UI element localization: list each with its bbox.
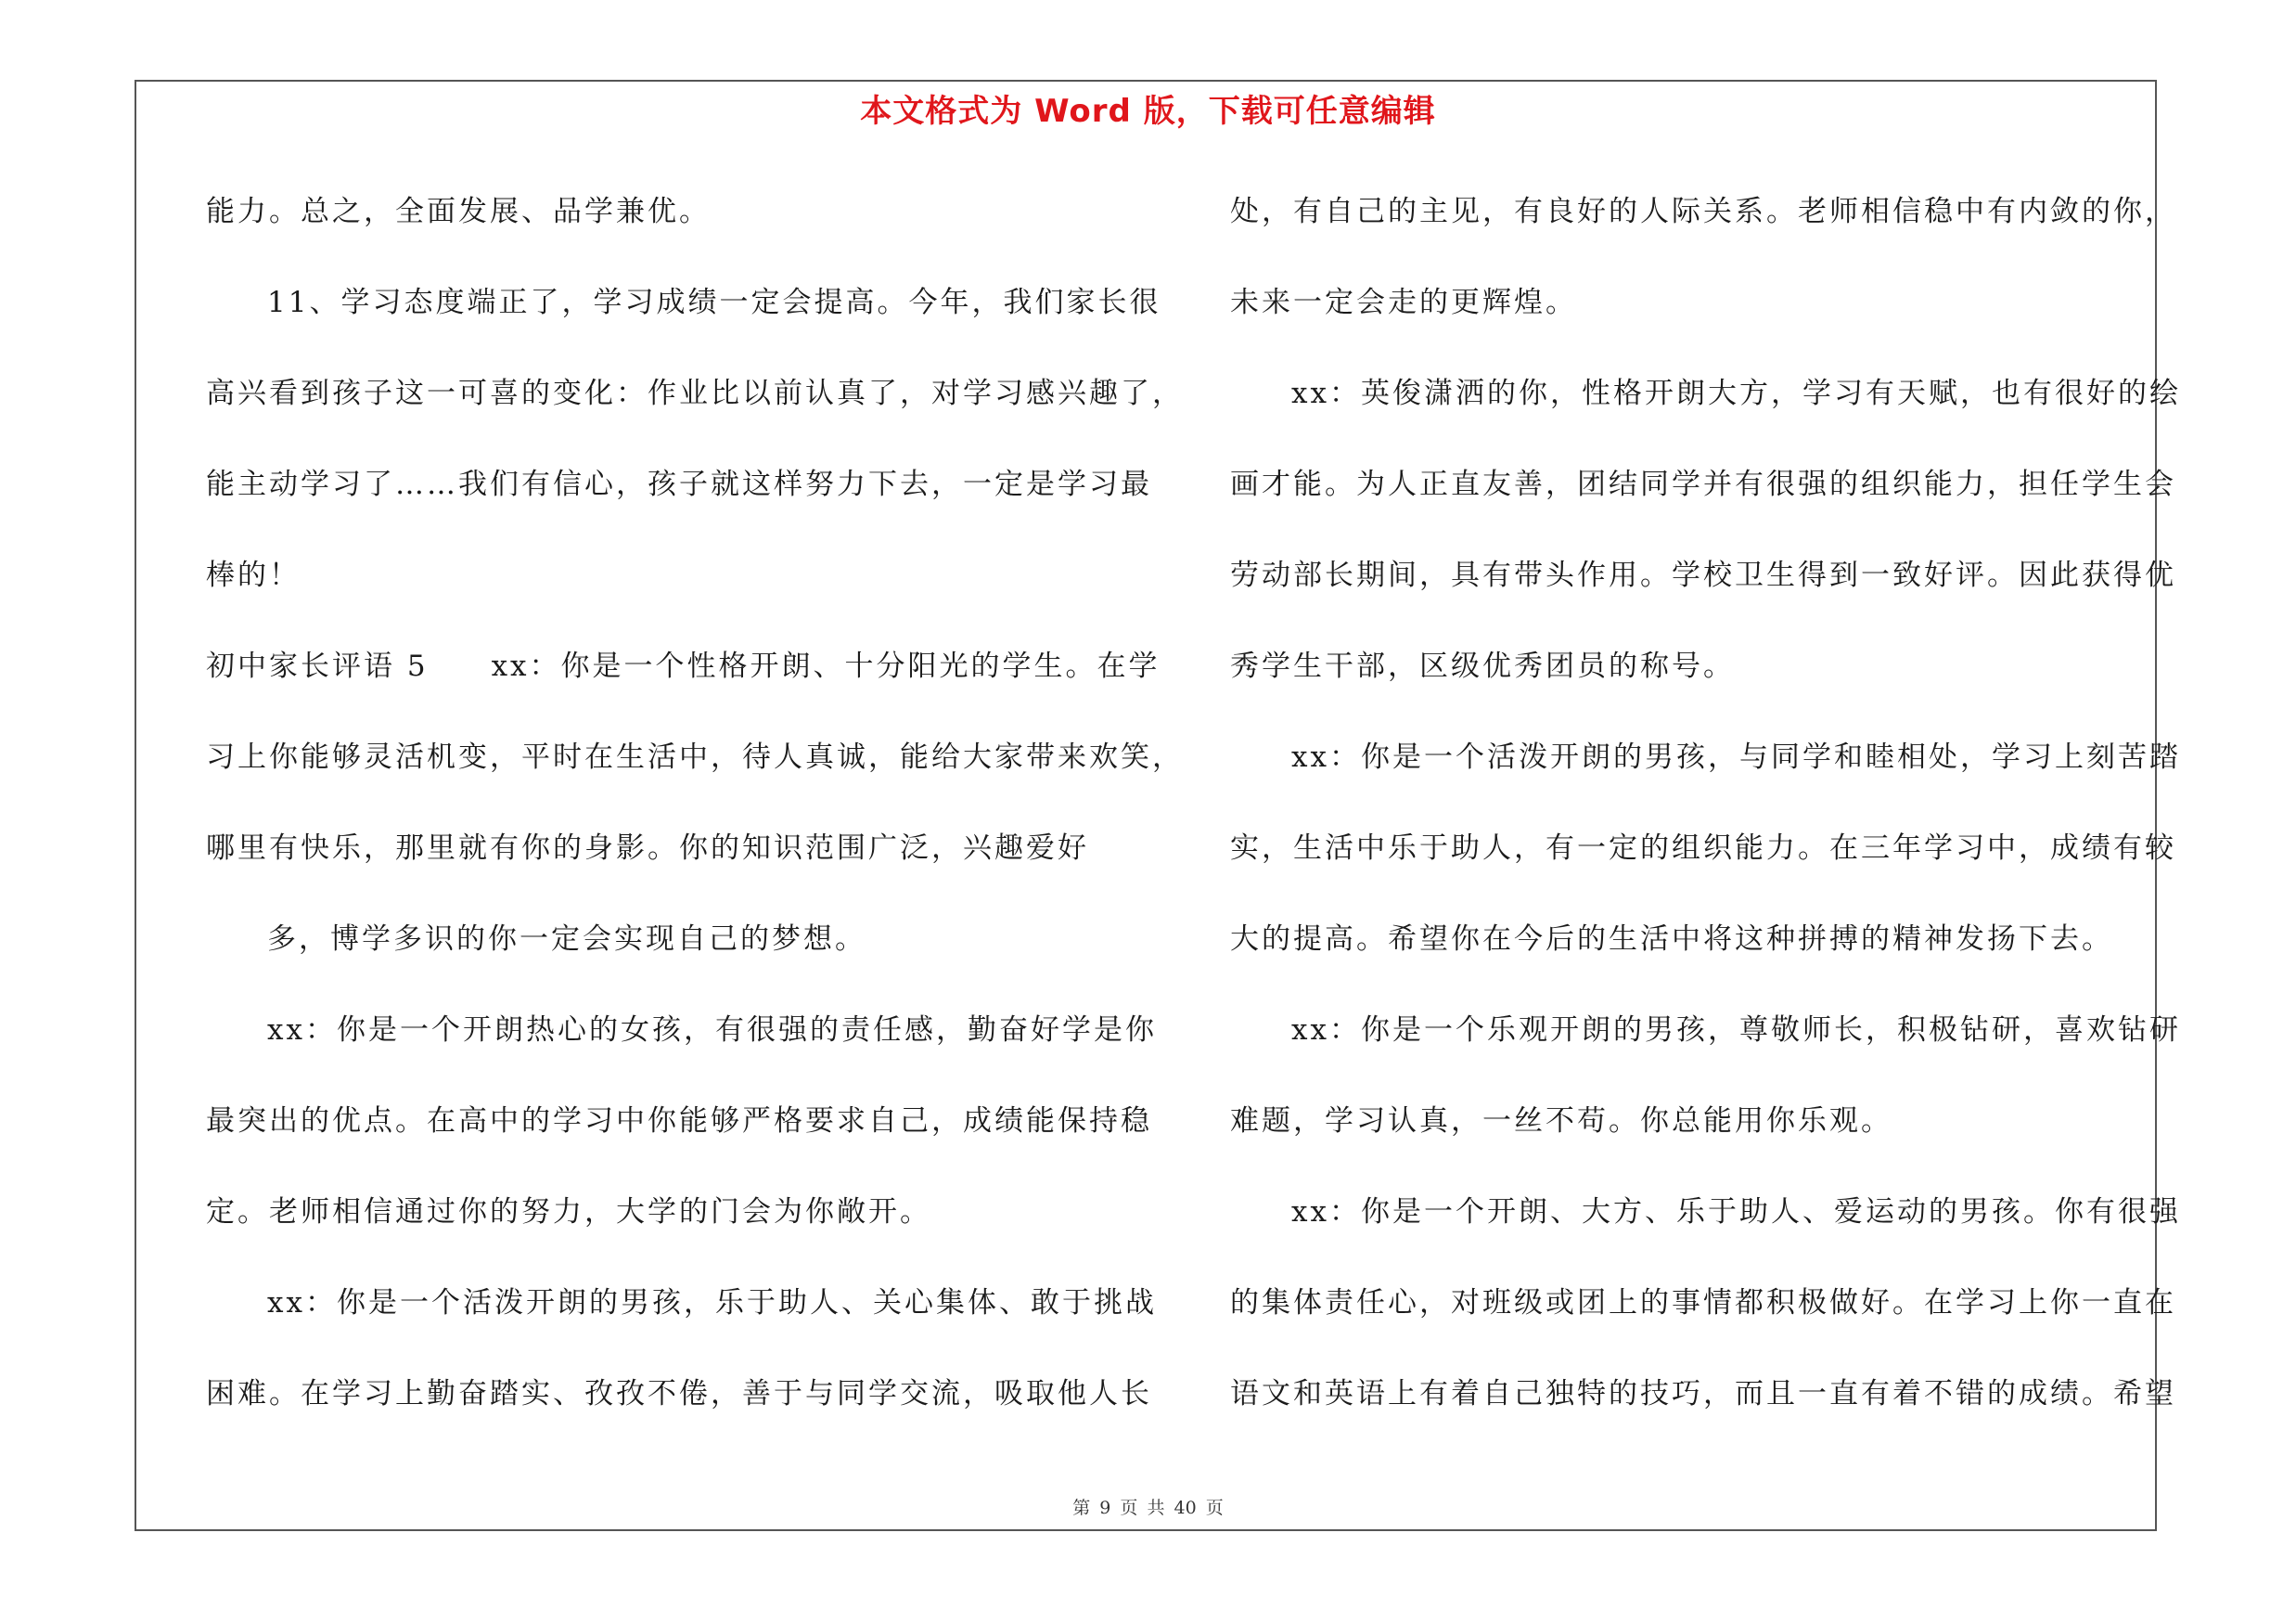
- text-line: xx：你是一个活泼开朗的男孩，与同学和睦相处，学习上刻苦踏: [1291, 741, 2181, 774]
- text-line: xx：英俊潇洒的你，性格开朗大方，学习有天赋，也有很好的绘: [1291, 377, 2181, 410]
- text-line: 未来一定会走的更辉煌。: [1230, 286, 1577, 319]
- text-line: 多，博学多识的你一定会实现自己的梦想。: [267, 922, 866, 956]
- text-line: xx：你是一个开朗热心的女孩，有很强的责任感，勤奋好学是你: [267, 1013, 1157, 1047]
- text-line: 最突出的优点。在高中的学习中你能够严格要求自己，成绩能保持稳: [206, 1104, 1152, 1138]
- footer-total-prefix: 共: [1147, 1498, 1165, 1518]
- text-line: 秀学生干部，区级优秀团员的称号。: [1230, 650, 1735, 683]
- text-line: 高兴看到孩子这一可喜的变化：作业比以前认真了，对学习感兴趣了，: [206, 377, 1184, 410]
- text-line: 棒的！: [206, 559, 301, 592]
- text-line: xx：你是一个开朗、大方、乐于助人、爱运动的男孩。你有很强: [1291, 1195, 2181, 1229]
- section-heading-line: 初中家长评语 5 xx：你是一个性格开朗、十分阳光的学生。在学: [206, 650, 1161, 683]
- header-banner: 本文格式为 Word 版，下载可任意编辑: [860, 93, 1436, 130]
- text-line: 定。老师相信通过你的努力，大学的门会为你敞开。: [206, 1195, 931, 1229]
- text-line: 习上你能够灵活机变，平时在生活中，待人真诚，能给大家带来欢笑，: [206, 741, 1184, 774]
- text-line: 大的提高。希望你在今后的生活中将这种拼搏的精神发扬下去。: [1230, 922, 2113, 956]
- footer-page-unit: 页: [1120, 1498, 1138, 1518]
- text-line: xx：你是一个乐观开朗的男孩，尊敬师长，积极钻研，喜欢钻研: [1291, 1013, 2181, 1047]
- footer-prefix: 第: [1072, 1498, 1091, 1518]
- text-line: 语文和英语上有着自己独特的技巧，而且一直有着不错的成绩。希望: [1230, 1377, 2176, 1410]
- text-line: 劳动部长期间，具有带头作用。学校卫生得到一致好评。因此获得优: [1230, 559, 2176, 592]
- text-line: 处，有自己的主见，有良好的人际关系。老师相信稳中有内敛的你，: [1230, 195, 2176, 228]
- text-line: 困难。在学习上勤奋踏实、孜孜不倦，善于与同学交流，吸取他人长: [206, 1377, 1152, 1410]
- page-footer: [0, 1494, 2296, 1519]
- text-line: 11、学习态度端正了，学习成绩一定会提高。今年，我们家长很: [267, 286, 1161, 319]
- text-line: 实，生活中乐于助人，有一定的组织能力。在三年学习中，成绩有较: [1230, 831, 2176, 865]
- text-line: 能主动学习了……我们有信心，孩子就这样努力下去，一定是学习最: [206, 468, 1152, 501]
- text-line: 哪里有快乐，那里就有你的身影。你的知识范围广泛，兴趣爱好: [206, 831, 1089, 865]
- total-page-count: 40: [1174, 1498, 1197, 1518]
- text-line: 的集体责任心，对班级或团上的事情都积极做好。在学习上你一直在: [1230, 1286, 2176, 1320]
- footer-total-unit: 页: [1205, 1498, 1224, 1518]
- right-column: [1230, 184, 2181, 1457]
- text-line: 能力。总之，全面发展、品学兼优。: [206, 195, 711, 228]
- left-column: [206, 184, 1184, 1457]
- text-line: 画才能。为人正直友善，团结同学并有很强的组织能力，担任学生会: [1230, 468, 2176, 501]
- text-line: 难题，学习认真，一丝不苟。你总能用你乐观。: [1230, 1104, 1892, 1138]
- text-line: xx：你是一个活泼开朗的男孩，乐于助人、关心集体、敢于挑战: [267, 1286, 1157, 1320]
- current-page-number: 9: [1099, 1498, 1111, 1518]
